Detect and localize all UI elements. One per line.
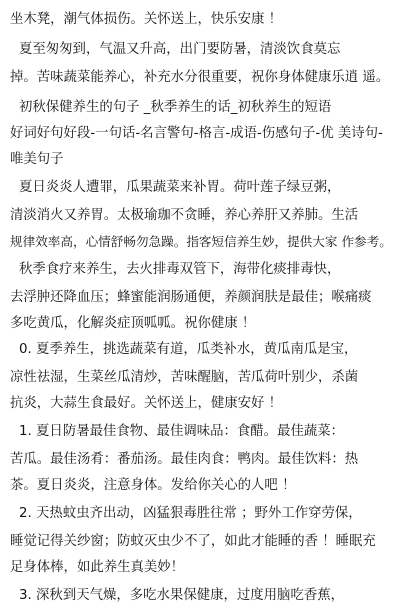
- text-line: 规律效率高，心情舒畅勿急躁。指客短信养生妙，提供大家 作参考。: [10, 234, 392, 249]
- text-line: 坐木凳，潮气体损伤。关怀送上，快乐安康 ！: [10, 12, 283, 27]
- text-line: 清淡消火又养胃。太极瑜珈不贪睡，养心养肝又养肺。生活: [10, 208, 359, 223]
- text-line: 夏日炎炎人遭罪，瓜果蔬菜来补胃。荷叶莲子绿豆粥，: [19, 180, 341, 195]
- text-line: 0. 夏季养生，挑选蔬菜有道，瓜类补水，黄瓜南瓜是宝，: [19, 342, 358, 357]
- text-line: 苦瓜。最佳汤肴：番茄汤。最佳肉食：鸭肉。最佳饮料：热: [10, 452, 359, 467]
- text-line: 抗炎，大蒜生食最好。关怀送上，健康安好 ！: [10, 396, 283, 411]
- text-line: 夏至匆匆到，气温又升高，出门要防暑，清淡饮食莫忘: [19, 42, 341, 57]
- text-line: 睡觉记得关纱窗；防蚊灭虫少不了，如此才能睡的香 ！睡眠充: [10, 534, 376, 549]
- text-line: 好词好句好段-一句话-名言警句-格言-成语-伤感句子-优 美诗句-: [10, 126, 383, 141]
- text-line: 1. 夏日防暑最佳食物、最佳调味品：食醋。最佳蔬菜：: [19, 424, 345, 439]
- text-line: 唯美句子: [10, 152, 64, 167]
- text-line: 茶。夏日炎炎，注意身体。发给你关心的人吧 ！: [10, 478, 296, 493]
- text-line: 去浮肿还降血压；蜂蜜能润肠通便，养颜润肤是最佳；喉痛痰: [10, 290, 372, 305]
- text-line: 掉。苦味蔬菜能养心，补充水分很重要，祝你身体健康乐逍 遥。: [10, 70, 390, 85]
- section-heading: 初秋保健养生的句子 _秋季养生的话_初秋养生的短语: [19, 100, 332, 115]
- text-line: 足身体棒，如此养生真美妙！: [10, 560, 185, 575]
- text-line: 多吃黄瓜，化解炎症顶呱呱。祝你健康 ！: [10, 316, 256, 331]
- text-line: 秋季食疗来养生，去火排毒双管下，海带化痰排毒快，: [19, 262, 341, 277]
- text-line: 3. 深秋到天气燥，多吃水果保健康，过度用脑吃香蕉，: [19, 588, 345, 603]
- text-line: 凉性祛湿，生菜丝瓜清炒，苦味醒脑，苦瓜荷叶别少，杀菌: [10, 370, 359, 385]
- text-line: 2. 天热蚊虫齐出动，凶猛狠毒胜往常 ；野外工作穿劳保，: [19, 506, 362, 521]
